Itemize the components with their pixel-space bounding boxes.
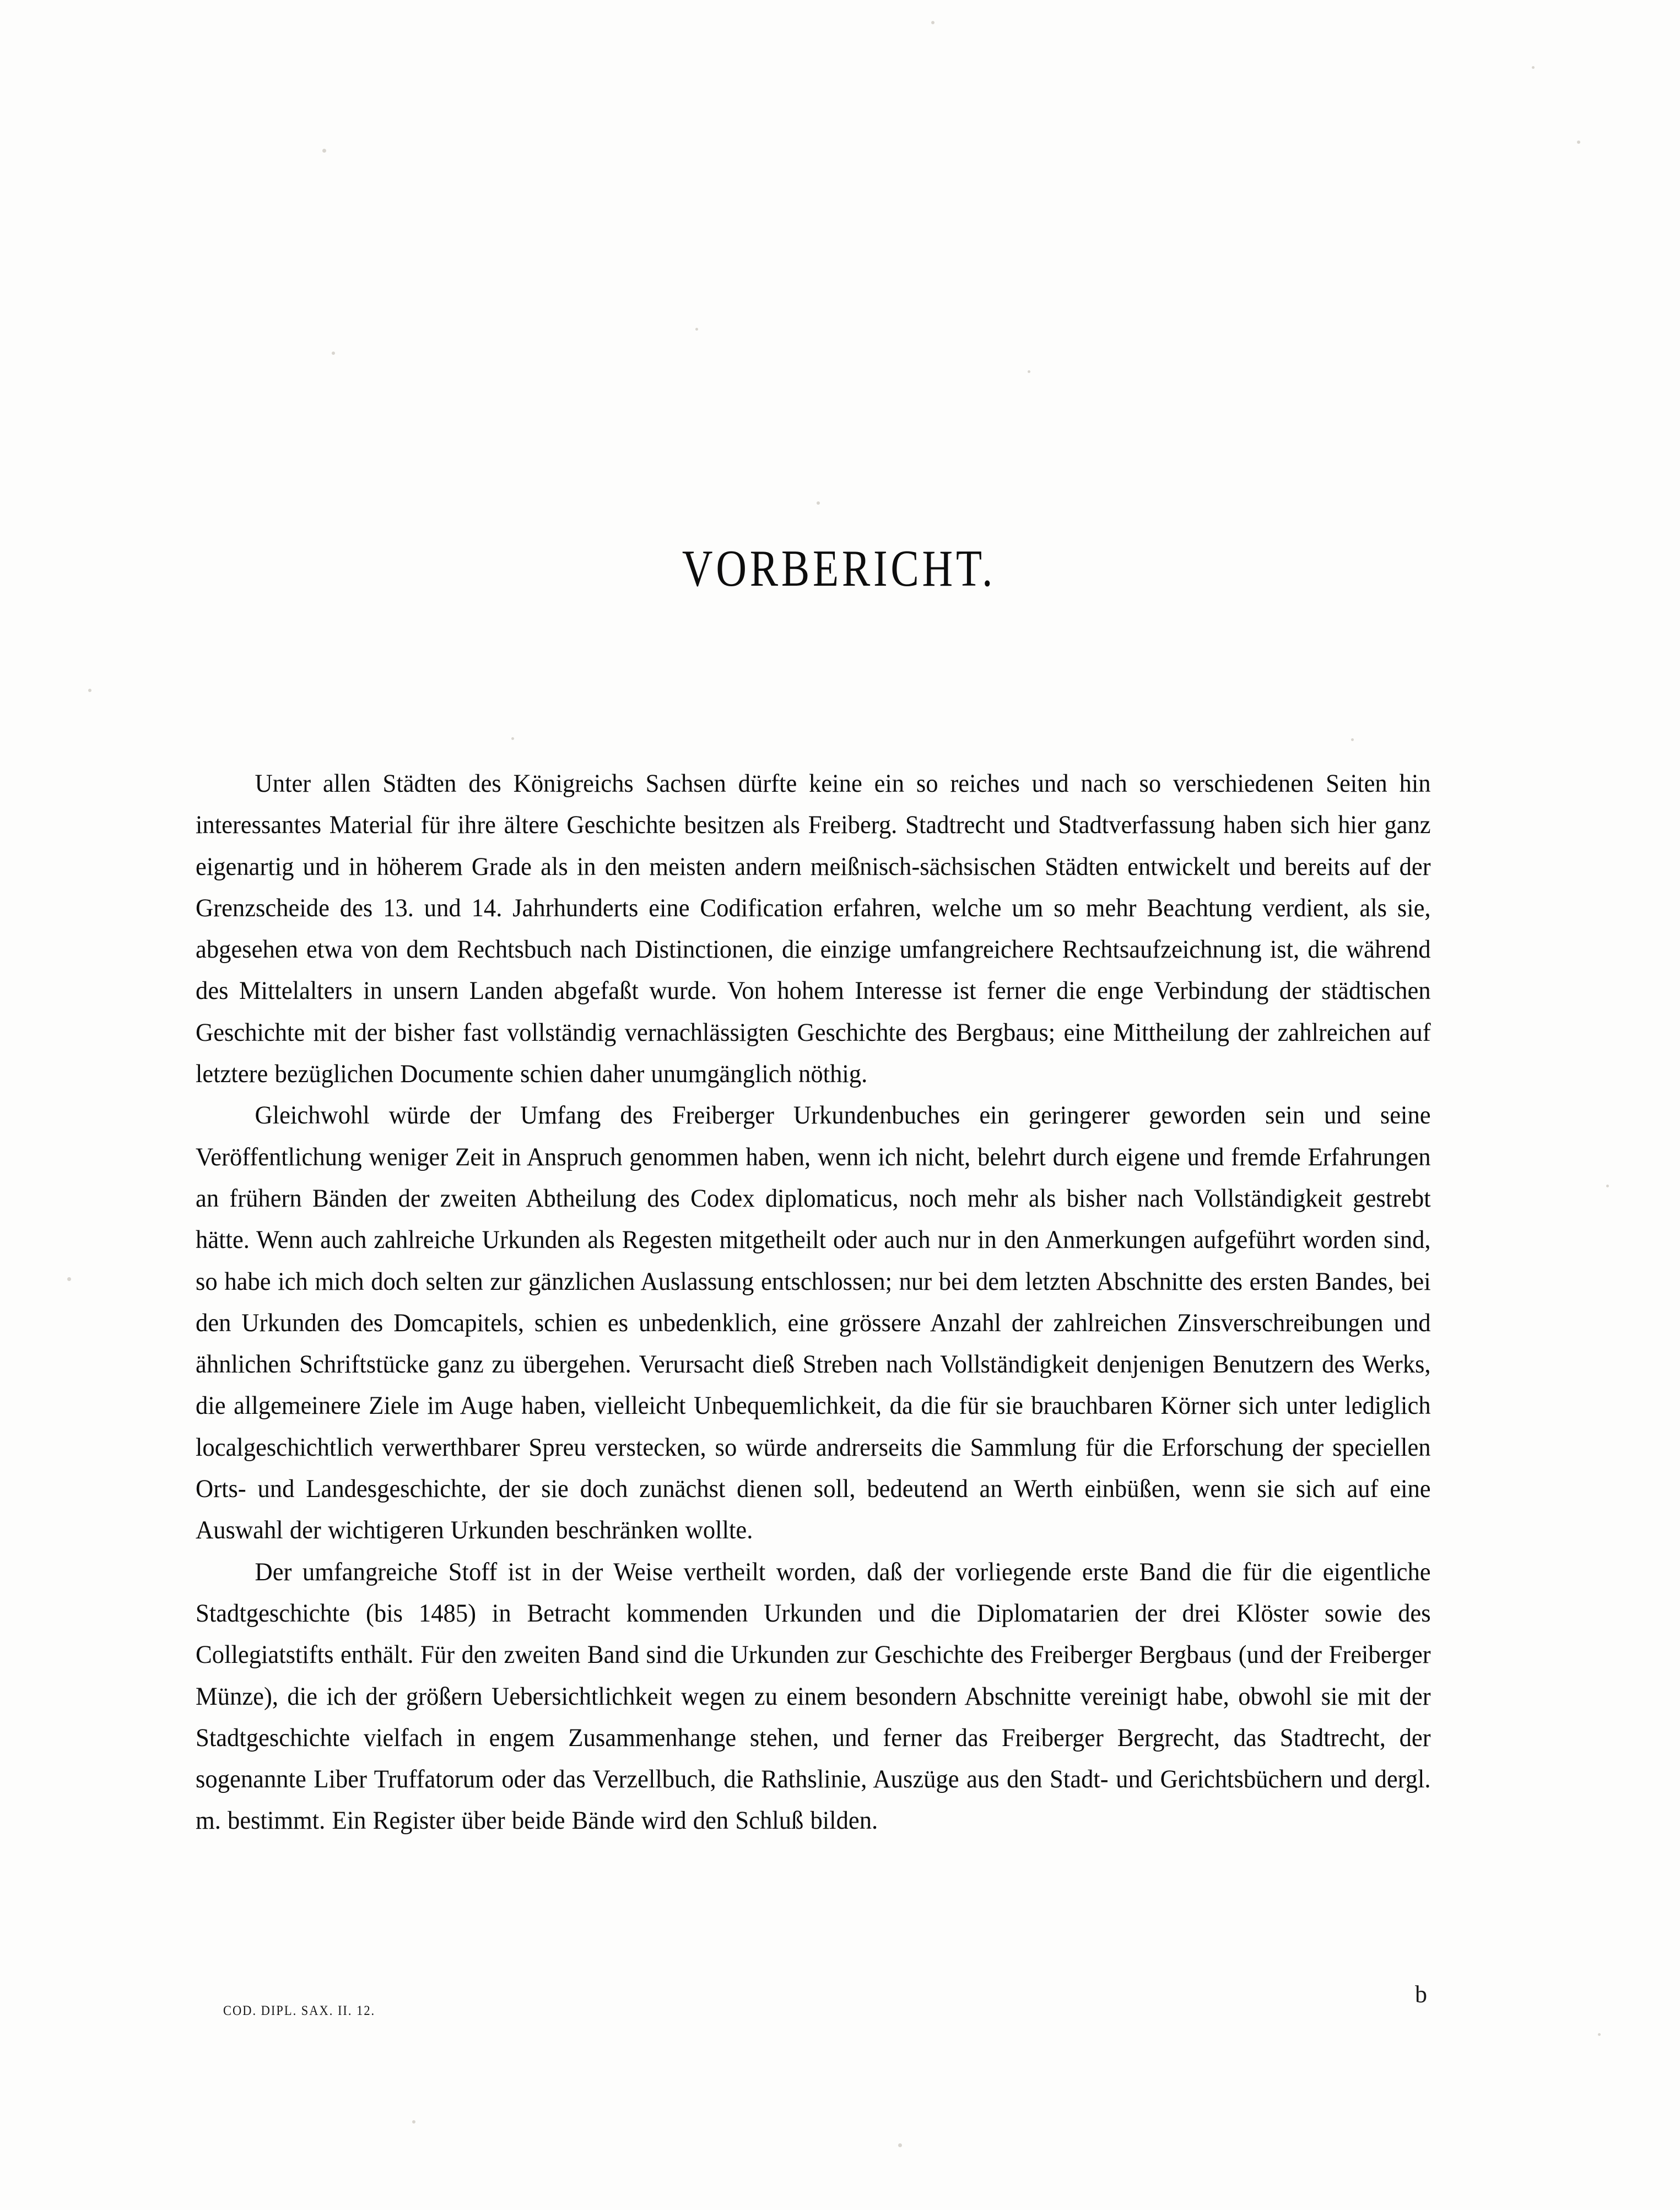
paragraph: Der umfangreiche Stoff ist in der Weise vertheilt worden, daß der vorliegende erste Band die für die eigentliche Stadtgeschichte (bis 1485) in Betracht kommenden Urkunden und die Diplomatarien der drei Klöster sowie des Collegiatstifts enthält. Für den zweiten Band sind die Urkunden zur Geschichte des Freiberger Bergbaus (und der Freiberger Münze), die ich der größern Uebersichtlichkeit wegen zu einem besondern Abschnitte vereinigt habe, obwohl sie mit der Stadtgeschichte vielfach in engem Zusammenhange stehen, und ferner das Freiberger Bergrecht, das Stadtrecht, der sogenannte Liber Truffatorum oder das Verzellbuch, die Rathslinie, Auszüge aus den Stadt- und Gerichtsbüchern und dergl. m. bestimmt. Ein Register über beide Bände wird den Schluß bilden.	[196, 1558, 1431, 1835]
paper-speck	[1606, 1185, 1609, 1187]
paper-speck	[931, 21, 934, 24]
quire-signature-mark: b	[1415, 1981, 1427, 2008]
page-footer	[196, 1981, 1482, 2045]
paper-speck	[88, 689, 91, 692]
footer-signature-line: COD. DIPL. SAX. II. 12.	[223, 2003, 376, 2018]
paper-speck	[1577, 141, 1580, 144]
paper-speck	[322, 149, 326, 153]
paper-speck	[1351, 738, 1354, 741]
paper-speck	[1532, 66, 1535, 69]
page-title: VORBERICHT.	[682, 540, 996, 597]
body-text	[196, 763, 1482, 1842]
paper-speck	[898, 2143, 902, 2147]
paragraph: Gleichwohl würde der Umfang des Freiberger Urkundenbuches ein geringerer geworden sein und seine Veröffentlichung weniger Zeit in Anspruch genommen haben, wenn ich nicht, belehrt durch eigene und fremde Erfahrungen an frühern Bänden der zweiten Abtheilung des Codex diplomaticus, noch mehr als bisher nach Vollständigkeit gestrebt hätte. Wenn auch zahlreiche Urkunden als Regesten mitgetheilt oder auch nur in den Anmerkungen aufgeführt worden sind, so habe ich mich doch selten zur gänzlichen Auslassung entschlossen; nur bei dem letzten Abschnitte des ersten Bandes, bei den Urkunden des Domcapitels, schien es unbedenklich, eine grössere Anzahl der zahlreichen Zinsverschreibungen und ähnlichen Schriftstücke ganz zu übergehen. Verursacht dieß Streben nach Vollständigkeit denjenigen Benutzern des Werks, die allgemeinere Ziele im Auge haben, vielleicht Unbequemlichkeit, da die für sie brauchbaren Körner sich unter lediglich localgeschichtlich verwerthbarer Spreu verstecken, so würde andrerseits die Sammlung für die Erforschung der speciellen Orts- und Landesgeschichte, der sie doch zunächst dienen soll, bedeutend an Werth einbüßen, wenn sie sich auf eine Auswahl der wichtigeren Urkunden beschränken wollte.	[196, 1101, 1431, 1545]
paragraph: Unter allen Städten des Königreichs Sachsen dürfte keine ein so reiches und nach so verschiedenen Seiten hin interessantes Material für ihre ältere Geschichte besitzen als Freiberg. Stadtrecht und Stadtverfassung haben sich hier ganz eigenartig und in höherem Grade als in den meisten andern meißnisch-sächsischen Städten entwickelt und bereits auf der Grenzscheide des 13. und 14. Jahrhunderts eine Codification erfahren, welche um so mehr Beachtung verdient, als sie, abgesehen etwa von dem Rechtsbuch nach Distinctionen, die einzige umfangreichere Rechtsaufzeichnung ist, die während des Mittelalters in unsern Landen abgefaßt wurde. Von hohem Interesse ist ferner die enge Verbindung der städtischen Geschichte mit der bisher fast vollständig vernachlässigten Geschichte des Bergbaus; eine Mittheilung der zahlreichen auf letztere bezüglichen Documente schien daher unumgänglich nöthig.	[196, 770, 1431, 1089]
paper-speck	[1598, 2033, 1601, 2036]
paper-speck	[332, 352, 335, 355]
paper-speck	[695, 328, 698, 331]
paper-speck	[412, 2120, 415, 2123]
paper-speck	[817, 501, 820, 505]
paper-speck	[1028, 370, 1030, 373]
paper-speck	[511, 737, 514, 740]
paper-speck	[67, 1277, 71, 1281]
